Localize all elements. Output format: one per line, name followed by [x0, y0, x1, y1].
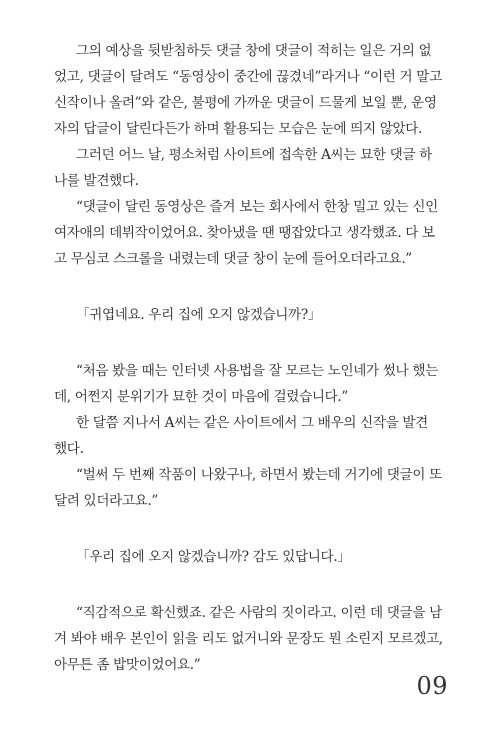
- body-text: [54, 38, 450, 678]
- text-line: 한 달쯤 지나서 A씨는 같은 사이트에서 그 배우의 신작을 발견: [76, 415, 428, 431]
- page-number: 09: [416, 672, 448, 700]
- paragraph-gap: [54, 514, 450, 544]
- text-line: 고 무심코 스크롤을 내렸는데 댓글 창이 눈에 들어오더라고요.”: [54, 251, 412, 267]
- text-line: “처음 봤을 때는 인터넷 사용법을 잘 모르는 노인네가 썼나 했는: [76, 363, 438, 379]
- text-line: 여자애의 데뷔작이었어요. 찾아냈을 땐 땡잡았다고 생각했죠. 다 보: [54, 225, 435, 241]
- text-line: 그의 예상을 뒷받침하듯 댓글 창에 댓글이 적히는 일은 거의 없: [76, 43, 432, 59]
- text-line: 었고, 댓글이 달려도 “동영상이 중간에 끊겼네”라거나 “이런 거 말고: [54, 69, 442, 85]
- paragraph-gap: [54, 328, 450, 358]
- text-line: 그러던 어느 날, 평소처럼 사이트에 접속한 A씨는 묘한 댓글 하: [76, 147, 432, 163]
- text-line: “댓글이 달린 동영상은 즐겨 보는 회사에서 한창 밀고 있는 신인: [76, 199, 438, 215]
- text-line: 겨 봐야 배우 본인이 읽을 리도 없거니와 문장도 뭔 소린지 모르겠고,: [54, 631, 443, 647]
- text-line: “직감적으로 확신했죠. 같은 사람의 짓이라고. 이런 데 댓글을 남: [76, 605, 442, 621]
- text-line: 자의 답글이 달린다든가 하며 활용되는 모습은 눈에 띄지 않았다.: [54, 121, 423, 137]
- quoted-comment: 「귀엽네요. 우리 집에 오지 않겠습니까?」: [76, 307, 322, 323]
- text-line: 아무튼 좀 밥맛이었어요.”: [54, 657, 201, 673]
- text-line: 데, 어쩐지 분위기가 묘한 것이 마음에 걸렸습니다.”: [54, 389, 348, 405]
- text-line: “벌써 두 번째 작품이 나왔구나, 하면서 봤는데 거기에 댓글이 또: [76, 467, 442, 483]
- text-line: 했다.: [54, 441, 84, 457]
- text-line: 달려 있더라고요.”: [54, 493, 159, 509]
- text-line: 나를 발견했다.: [54, 173, 139, 189]
- paragraph-gap: [54, 272, 450, 302]
- text-line: 신작이나 올려”와 같은, 불평에 가까운 댓글이 드물게 보일 뿐, 운영: [54, 95, 437, 111]
- paragraph-gap: [54, 570, 450, 600]
- quoted-comment: 「우리 집에 오지 않겠습니까? 감도 있답니다.」: [76, 549, 351, 565]
